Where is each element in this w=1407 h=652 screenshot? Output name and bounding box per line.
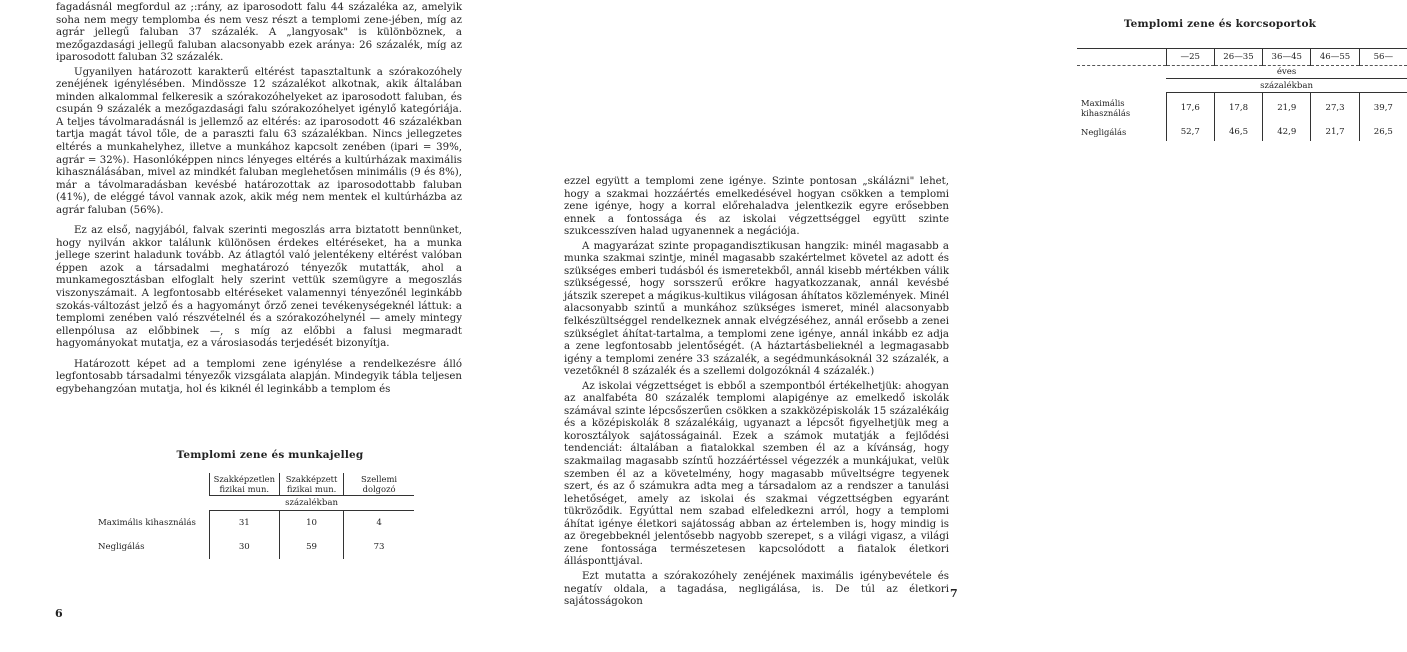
right-table-header-1: —25 (1166, 49, 1214, 66)
right-paragraph-1: ezzel együtt a templomi zene igénye. Szinte pontosan „skálázni" lehet, hogy a szakmai hozzáértés emelkedésével hogyan csökken a templomi zene igénye, hogy a korral előrehaladva jelentkezik egyre erősebben ennek a fontossága és az iskolai végzettséggel együtt szinte szukcesszíven halad ugyanennek a negációja. (564, 176, 949, 238)
left-table-cell: 30 (209, 535, 279, 559)
right-table-cell: 17,8 (1214, 93, 1262, 124)
left-page (0, 0, 475, 652)
right-table-cell: 21,9 (1263, 93, 1311, 124)
right-paragraph-4: Ezt mutatta a szórakozóhely zenéjének maximális igénybevétele és negatív oldala, a tagadása, negligálása, is. De túl az életkori sajátosságokon (564, 570, 949, 608)
left-table-row-label-2: Negligálás (98, 542, 145, 552)
right-table-title: Templomi zene és korcsoportok (1123, 18, 1317, 30)
left-table-cell: 73 (344, 535, 414, 559)
left-paragraph-3: Ez az első, nagyjából, falvak szerinti megoszlás arra biztatott bennünket, hogy nyilván akkor találunk különösen érdekes eltéréseket, ha a munka jellege szerint haladunk tovább. Az átlagtól való jelentékeny eltérést valóban éppen azok a társadalmi meghatározó tényezők mutatták, ahol a munkamegosztásban elfoglalt hely szerint vettük szemügyre a megoszlás viszonyszámait. A legfontosabb eltéréseket valamennyi tényezőnél leginkább szokás-változást jelző és a hagyományt őrző zenei tevékenységeknél láttuk: a templomi zenében való részvételnél és a szórakozóhelynél — amely mintegy ellenpólusa az előbbinek —, s míg az előbbi a falusi megmaradt hagyományokat mutatja, ez a városiasodás terjedését bizonyítja. (56, 225, 462, 350)
left-table-header-3: Szellemi dolgozó (344, 473, 414, 496)
right-table-header-5: 56— (1359, 49, 1407, 66)
left-page-number: 6 (55, 607, 63, 620)
right-table-unit: százalékban (1166, 79, 1407, 93)
right-text-column (564, 176, 949, 609)
right-table-cell: 46,5 (1214, 123, 1262, 141)
right-table-cell: 52,7 (1166, 123, 1214, 141)
left-table-cell: 59 (279, 535, 343, 559)
right-table-header-2: 26—35 (1214, 49, 1262, 66)
right-table-cell: 17,6 (1166, 93, 1214, 124)
right-table (1077, 48, 1407, 141)
right-table-cell: 27,3 (1311, 93, 1359, 124)
right-table-cell: 39,7 (1359, 93, 1407, 124)
right-table-header-3: 36—45 (1263, 49, 1311, 66)
left-paragraph-4: Határozott képet ad a templomi zene igénylése a rendelkezésre álló legfontosabb társadalmi tényezők vizsgálata alapján. Mindegyik tábla teljesen egybehangzóan mutatja, hol és kiknél él leginkább a templom és (56, 358, 462, 395)
right-table-row-label-1: Maximális kihasználás (1081, 97, 1131, 118)
right-table-unit-top: éves (1276, 67, 1297, 77)
left-table-cell: 10 (279, 511, 343, 536)
left-table-title: Templomi zene és munkajelleg (176, 449, 364, 461)
left-text-column (56, 2, 462, 396)
right-table-cell: 26,5 (1359, 123, 1407, 141)
right-paragraph-3: Az iskolai végzettséget is ebből a szempontból értékelhetjük: ahogyan az analfabéta 80 százalék templomi alapigénye az emelkedő iskolák számával szinte lépcsőszerűen csökken a szakközépiskolák 15 százalékáig és a középiskolák 8 százalékáig, ugyanazt a lépcsőt figyelhetjük meg a korosztályok sajátosságainál. Ezek a számok mutatják a fejlődési tendenciát: általában a fiatalokkal szemben él az a kívánság, hogy szakmailag magasabb színtű hozzáértéssel végezzék a munkájukat, velük szemben él az a követelmény, hogy magasabb műveltségre tegyenek szert, és az ő számukra adta meg a társadalom az a rendszer a tanulási lehetőséget, amely az iskolai és szakmai végzettségben egyaránt tükröződik. Egyúttal nem szabad elfeledkezni arról, hogy a templomi áhítat igénye életkori sajátosság abban az értelemben is, hogy mindig is az öregebbeknél jelentősebb nagyobb szerepet, s a világi vigasz, a világi zene fontossága természetesen kapcsolódott a fiatalok életkori állásponttjával. (564, 380, 949, 568)
right-table-row-label-2: Negligálás (1081, 127, 1127, 137)
left-paragraph-2: Ugyanilyen határozott karakterű eltérést tapasztaltunk a szórakozóhely zenéjének igénylésében. Mindössze 12 százalékot alkotnak, akik általában minden alkalommal felkeresik a szórakozóhelyeket az iparosodott faluban, és csupán 9 százalék a mezőgazdasági falu szórakozóhelyet igénylő kategóriája. A teljes távolmaradásnál is jellemző az eltérés: az iparosodott 46 százalékban tartja magát távol tőle, de a paraszti falu 63 százalékban. Nincs jellegzetes eltérés a munkahelyhez, illetve a munkához kapcsolt zenében (ipari = 39%, agrár = 32%). Hasonlóképpen nincs lényeges eltérés a kultúrházak maximális kihasználásában, mivel az mindkét faluban meglehetősen minimális (9 és 8%), már a távolmaradásban kevésbé határozottak az iparosodottabb faluban (41%), de eléggé távol vannak azok, akik még nem mentek el kultúrházba az agrár faluban (56%). (56, 66, 462, 216)
left-table-header-2: Szakképzett fizikai mun. (279, 473, 343, 496)
left-table-header-1: Szakképzetlen fizikai mun. (209, 473, 279, 496)
left-table-unit: százalékban (209, 496, 414, 511)
right-page (485, 0, 1394, 652)
left-paragraph-1: fagadásnál megfordul az ;:rány, az iparosodott falu 44 százaléka az, amelyik soha nem megy templomba és nem vesz részt a templomi zene-jében, míg az agrár jellegű faluban 37 százalék. A „langyosak" is különböznek, a mezőgazdasági jellegű faluban alacsonyabb ezek aránya: 26 százalék, míg az iparosodott faluban 32 százalék. (56, 2, 462, 64)
left-table-cell: 31 (209, 511, 279, 536)
right-table-cell: 21,7 (1311, 123, 1359, 141)
left-table-row-label-1: Maximális kihasználás (98, 517, 196, 528)
right-table-cell: 42,9 (1263, 123, 1311, 141)
left-table (94, 473, 414, 559)
right-page-number: 7 (950, 587, 958, 600)
right-paragraph-2: A magyarázat szinte propagandisztikusan hangzik: minél magasabb a munka szakmai szintje, minél magasabb szakértelmet követel az adott és szükséges emberi tudásból és ismeretekből, annál kisebb mértékben válik szükségessé, hogy sorsszerű erőkre hagyatkozzanak, annál kevésbé játszik szerepet a mágikus-kultikus világosan áhítatos közlemények. Minél alacsonyabb szintű a munkához szükséges ismeret, minél alacsonyabb felkészültséggel rendelkeznek annak elvégzéséhez, annál erősebb a zenei szükséglet áhítat-tartalma, a templomi zene igénye, annál inkább ez adja a zene legfontosabb jelentőségét. (A háztartásbelieknél a legmagasabb igény a templomi zenére 33 százalék, a segédmunkásoknál 32 százalék, a vezetőknél 8 százalék és a szellemi dolgozóknál 4 százalék.) (564, 240, 949, 378)
left-table-cell: 4 (344, 511, 414, 536)
right-table-header-4: 46—55 (1311, 49, 1359, 66)
